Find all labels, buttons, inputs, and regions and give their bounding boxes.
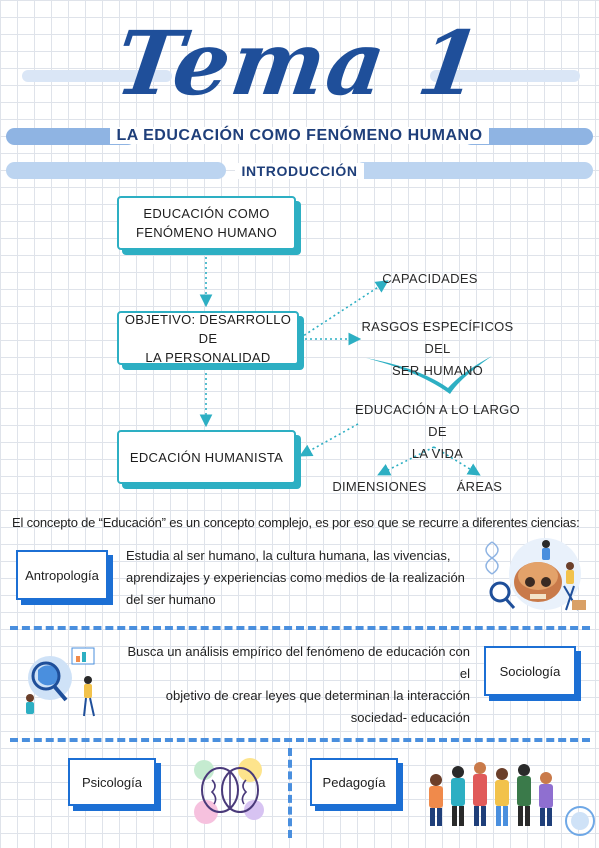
flow-box-educacion-text [136,204,277,242]
magnifier-handle [506,599,514,608]
person-figure-left [26,694,34,714]
flow-capacidades: CAPACIDADES [382,271,478,286]
student-figure-6 [539,772,553,826]
vertical-divider [288,748,292,838]
flow-educacion-vida-line1: EDUCACIÓN A LO LARGO DE [355,402,520,439]
anthropology-illustration [478,536,590,614]
antropologia-line2: aprendizajes y experiencias como medios de la realización [126,570,465,585]
student-figure-3 [473,762,487,826]
antropologia-line3: del ser humano [126,592,216,607]
skull-teeth [530,594,546,599]
chart-bar-1 [76,656,80,662]
skull-highlight [518,562,558,590]
section-heading-text: INTRODUCCIÓN [235,163,363,179]
flow-box-objetivo [117,311,299,365]
sociologia-line2: objetivo de crear leyes que determinan la interacción [165,688,470,703]
flow-box-educacion-line1: EDUCACIÓN COMO [143,206,270,221]
flow-dimensiones: DIMENSIONES [332,479,427,494]
student-figure-1 [429,774,443,826]
color-blob-yellow [238,758,262,782]
section-divider-2 [10,738,590,742]
flow-rasgos-line1: RASGOS ESPECÍFICOS DEL [361,319,514,356]
flow-areas: ÁREAS [456,479,503,494]
psicologia-label: Psicología [82,774,142,790]
flow-box-objetivo-line1: OBJETIVO: DESARROLLO DE [124,311,292,346]
magnifier-lens [491,583,509,601]
subtitle-text: LA EDUCACIÓN COMO FENÓMENO HUMANO [110,127,488,144]
antropologia-label-box [16,550,108,600]
sociologia-line3: sociedad- educación [350,710,470,725]
students-illustration [422,748,562,834]
bones-box [572,600,586,610]
chart-bar-2 [82,652,86,662]
flow-educacion-vida [355,399,520,465]
sociology-illustration [16,640,108,720]
skull-eye-right [541,577,551,587]
person-figure-right [84,676,94,716]
section-heading [0,160,599,182]
flow-box-objetivo-text [119,310,297,367]
antropologia-description [126,545,471,611]
intro-sentence: El concepto de “Educación” es un concepto complejo, es por eso que se recurre a diferentes ciencias: [12,515,580,530]
flow-box-educacion [117,196,296,250]
antropologia-label: Antropología [25,567,99,583]
subtitle [0,124,599,148]
student-figure-4 [495,768,509,826]
psicologia-label-box [68,758,156,806]
flow-box-educacion-line2: FENÓMENO HUMANO [136,225,277,240]
flow-rasgos [355,316,520,382]
flow-box-humanista-text: EDCACIÓN HUMANISTA [129,449,284,465]
sociologia-line1: Busca un análisis empírico del fenómeno de educación con el [127,644,470,681]
pedagogia-label: Pedagogía [322,774,386,790]
sociologia-description [118,641,470,729]
page-title: Tema 1 [109,11,490,115]
scientist-figure-top [542,540,550,560]
brain-left-hemisphere [202,768,238,812]
flow-box-humanista [117,430,296,484]
decorative-ring [565,806,595,836]
flow-box-objetivo-line2: LA PERSONALIDAD [145,349,271,365]
student-figure-2 [451,766,465,826]
dna-helix-icon [486,542,498,574]
section-divider-1 [10,626,590,630]
antropologia-line1: Estudia al ser humano, la cultura humana, las vivencias, [126,548,451,563]
sociologia-label: Sociología [499,663,561,679]
skull-eye-left [525,577,535,587]
brain-illustration [188,750,272,832]
decorative-ring-inner [571,812,589,830]
flow-educacion-vida-line2: LA VIDA [411,446,464,461]
arrow-to-box3 [302,424,358,455]
pedagogia-label-box [310,758,398,806]
sociologia-label-box [484,646,576,696]
flow-rasgos-line2: SER HUMANO [391,363,484,378]
student-figure-5 [517,764,531,826]
